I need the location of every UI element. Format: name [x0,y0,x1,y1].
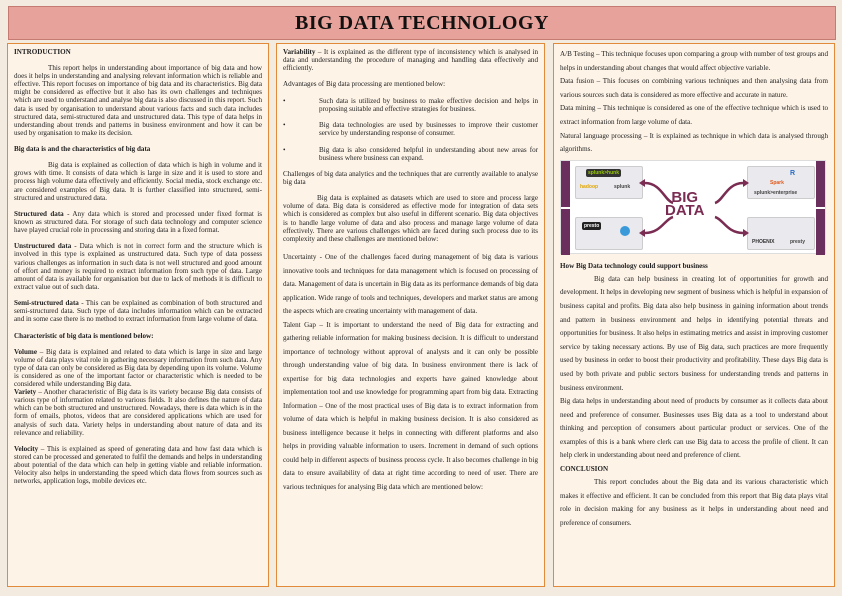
r-logo: R [790,169,796,177]
splunk-enterprise-logo: splunk>enterprise [754,189,798,196]
variability-term: Variability [283,48,316,56]
splunk-logo: splunk [614,183,631,190]
variability-paragraph [283,48,538,72]
splunk-hunk-logo: splunk>hunk [588,169,619,176]
variability-text: – It is explained as the different type of inconsistency which is analysed in data and understanding the procedure of managing and handling data effectively and efficiently. [283,48,538,73]
column-middle [276,43,545,587]
velocity-term: Velocity [14,444,39,453]
bullet-symbol: • [283,96,286,105]
variety-text: – Another characteristic of Big data is its variety because Big data consists of various type of information related to various fields. It also defines the nature of data which can be both structured and unstructured. Nowadays, there is data which is in the form of emails, photos, videos that are considered applications which are used for analysis of such data. Variety helps in understanding about nature of data and its relevance and reliability. [14,388,262,437]
structured-text: - Any data which is stored and processed under fixed format is known as structured data. For storage of such data technology and computer science have played crucial role in processing and storing data in a fixed format. [14,209,262,235]
advantage-item [283,121,538,137]
page-title: BIG DATA TECHNOLOGY [295,11,549,34]
presto-logo: presto [584,222,600,229]
big-data-wordcloud [665,188,705,219]
characteristic-list-heading: Characteristic of big data is mentioned below: [14,331,154,340]
characteristics-heading: Big data is and the characteristics of big data [14,145,151,154]
velocity-paragraph [14,445,262,485]
column-right [553,43,835,587]
semi-structured-term: Semi-structured data [14,299,79,308]
unstructured-text: - Data which is not in correct form and the structure which is involved in this type is explained as unstructured data. Such type of data possess various challenges as information in such data is not well structured and good amount of effort and money is required to extract information from such type of data. Large amount of data is available for organisation but due to lack of methods it is difficult to extract value out of such data. [14,242,262,291]
conclusion-heading: CONCLUSION [560,465,609,474]
velocity-text: – This is explained as speed of generating data and how fast data which is stored can be processed and generated to fulfil the demands and helps in understanding about potential of the data which can help in getting viable and reliable information. Velocity also helps in understanding the speed which data flows from sources such as networks, application logs, mobile devices etc. [14,444,262,486]
unstructured-term: Unstructured data [14,242,72,251]
data-word: DATA [665,201,705,219]
advantage-item [283,146,538,162]
advantage-text-3: Big data is also considered helpful in understanding about new areas for business where business can expand. [319,145,538,162]
advantage-text-2: Big data technologies are used by businesses to improve their customer service by understanding response of consumer. [319,121,538,138]
support-heading: How Big Data technology could support business [560,261,708,270]
variety-paragraph [14,388,262,437]
advantage-text [319,146,538,162]
support-paragraph: Big data can help business in creating lot of opportunities for growth and development. It helps in developing new segment of business which is helpful in expansion of business capital and profits. Big data also help business in gaining information about trends and pattern in business environment and helps in identifying potential threats and opportunities for business. It also helps in estimating metrics and assist in improving customer service by taking necessary actions. By use of Big data, such practices are more frequently used by business in order to boost their productivity and profitability. These days Big data is used by both private and public sectors business for understanding trends and patterns in business environment. [560,274,828,392]
phoenix-logo: PHOENIX [752,238,775,245]
intro-paragraph: This report helps in understanding about importance of big data and how does it helps in understanding and analysing relevant information which is reliable and effective. This report focuses on importance of big data and its characteristics. Big data might be considered as effective but it also has its own challenges and techniques which are used to understand and analyse big data is also discussed in this report. Such data is used by organisation to understand about various facts and such data includes structured data, semi-structured data and unstructured data. This type of data helps in understanding about trends and patterns in business environment and how it can be used by organisation to make its decision. [14,64,262,137]
semi-structured-text: - This can be explained as combination of both structured and semi-structured data. Such type of data includes information which can be extracted and in some case there is no method to extract information from large volume of data. [14,299,262,324]
semi-structured-paragraph [14,299,262,323]
nlp-paragraph: Natural language processing – It is explained as technique in which data is analysed through algorithms. [560,131,828,154]
volume-text: – Big data is explained and related to data which is large in size and large volume of data plays vital role in gathering necessary information from such data. Any type of data can only be considered as Big data by depending upon its volume. Volume is considered as one of the important factor or characteristic which is needed to be considered while understanding Big data. [14,347,262,389]
challenges-list [283,251,538,494]
structured-term: Structured data [14,209,64,218]
products-paragraph: Big data helps in understanding about need of products by consumer as it collects data about need and preference of consumer. Businesses uses Big data as a tool to understand about thinking and perception of consumers about particular product or services. One of the examples of this is a bank where clerk can use Big data to access the profile of client. It can help clerk in understanding about need and preference of client. [560,397,828,460]
big-word: BIG [671,188,699,206]
volume-paragraph [14,348,262,388]
title-banner [8,6,836,40]
challenges-paragraph: Big data is explained as datasets which are used to store and process large volume of data. Big data is considered as effective mode for integration of data sets which is considered as complex but also useful in different scenario. Big data objectives is to handle large volume of data and also process and manage large volume of data effectively. There are various challenges which are faced during such process due to its complexity and these challenges are mentioned below: [283,194,538,243]
variety-term: Variety [14,388,37,397]
bullet-symbol: • [283,145,286,154]
data-fusion-paragraph: Data fusion – This focuses on combining various techniques and then analysing data from various sources such data is considered as more effective and accurate in nature. [560,77,828,99]
volume-term: Volume [14,347,37,356]
uncertainty-paragraph: Uncertainty - One of the challenges faced during management of big data is various innovative tools and techniques for data management which is focused on processing of data. Management of data is uncertain in Big data as its performance demands of big data application. Wide range of tools and techniques, developers and market status are among the aspects which are creating uncertainty with management of data. [283,253,538,315]
intro-heading: INTRODUCTION [14,48,71,56]
bullet-symbol: • [283,121,286,130]
spark-logo: Spark [770,179,784,186]
data-mining-paragraph: Data mining – This technique is considered as one of the effective technique which is used to extract information from large volume of data. [560,104,828,126]
advantage-text-1: Such data is utilized by business to make effective decision and helps in proposing suitable and effective strategies for business. [319,96,538,113]
conclusion-paragraph: This report concludes about the Big data and its various characteristic which makes it effective and efficient. It can be concluded from this report that Big data plays vital role in decision making for any business as it helps in understanding about need and preference of consumers. [560,478,828,527]
talent-gap-paragraph: Talent Gap – It is important to understand the need of Big data for extracting and gathering reliable information for making business decision. It is difficult to understand importance of technology without approval of analysts and it can only be possible through understanding value of big data. In business environment there is lack of expertise for big data technologies and experts have gained knowledge about implementation tool and use knowledge for programming apart from big data. Extracting Information – One of the most practical uses of Big data is to extract information from volume of data which is helpful in making business decision. It is also considered as business intelligence because it helps in connecting with different platforms and also helps in providing valuable information to users. Increment in demand of such options could help in different aspects of business process cycle. It also becomes challenge in big data to ensure availability of data at right time according to need of user. There are various techniques for analysing Big data which are mentioned below: [283,320,538,491]
advantage-text [319,97,538,113]
challenges-heading: Challenges of big data analytics and the techniques that are currently available to analyse big data [283,169,538,186]
big-data-illustration [560,160,826,254]
characteristics-paragraph: Big data is explained as collection of data which is high in volume and it grows with time. It consists of data which is large in size and it is used to store and process high volume data effectively and efficiently. Social media, stock exchange etc. are considered examples of Big data. It is further classified into structured, semi-structured and unstructured data. [14,161,262,202]
presty-logo: presty [790,238,806,245]
advantage-text [319,121,538,137]
advantages-heading: Advantages of Big data processing are mentioned below: [283,80,446,89]
structured-paragraph [14,210,262,234]
column-left [7,43,269,587]
unstructured-paragraph [14,242,262,291]
hadoop-logo: hadoop [580,183,599,190]
ab-testing-paragraph: A/B Testing – This technique focuses upon comparing a group with number of test groups and helps in understanding about changes that would affect objective variable. [560,50,828,72]
advantage-item [283,97,538,113]
